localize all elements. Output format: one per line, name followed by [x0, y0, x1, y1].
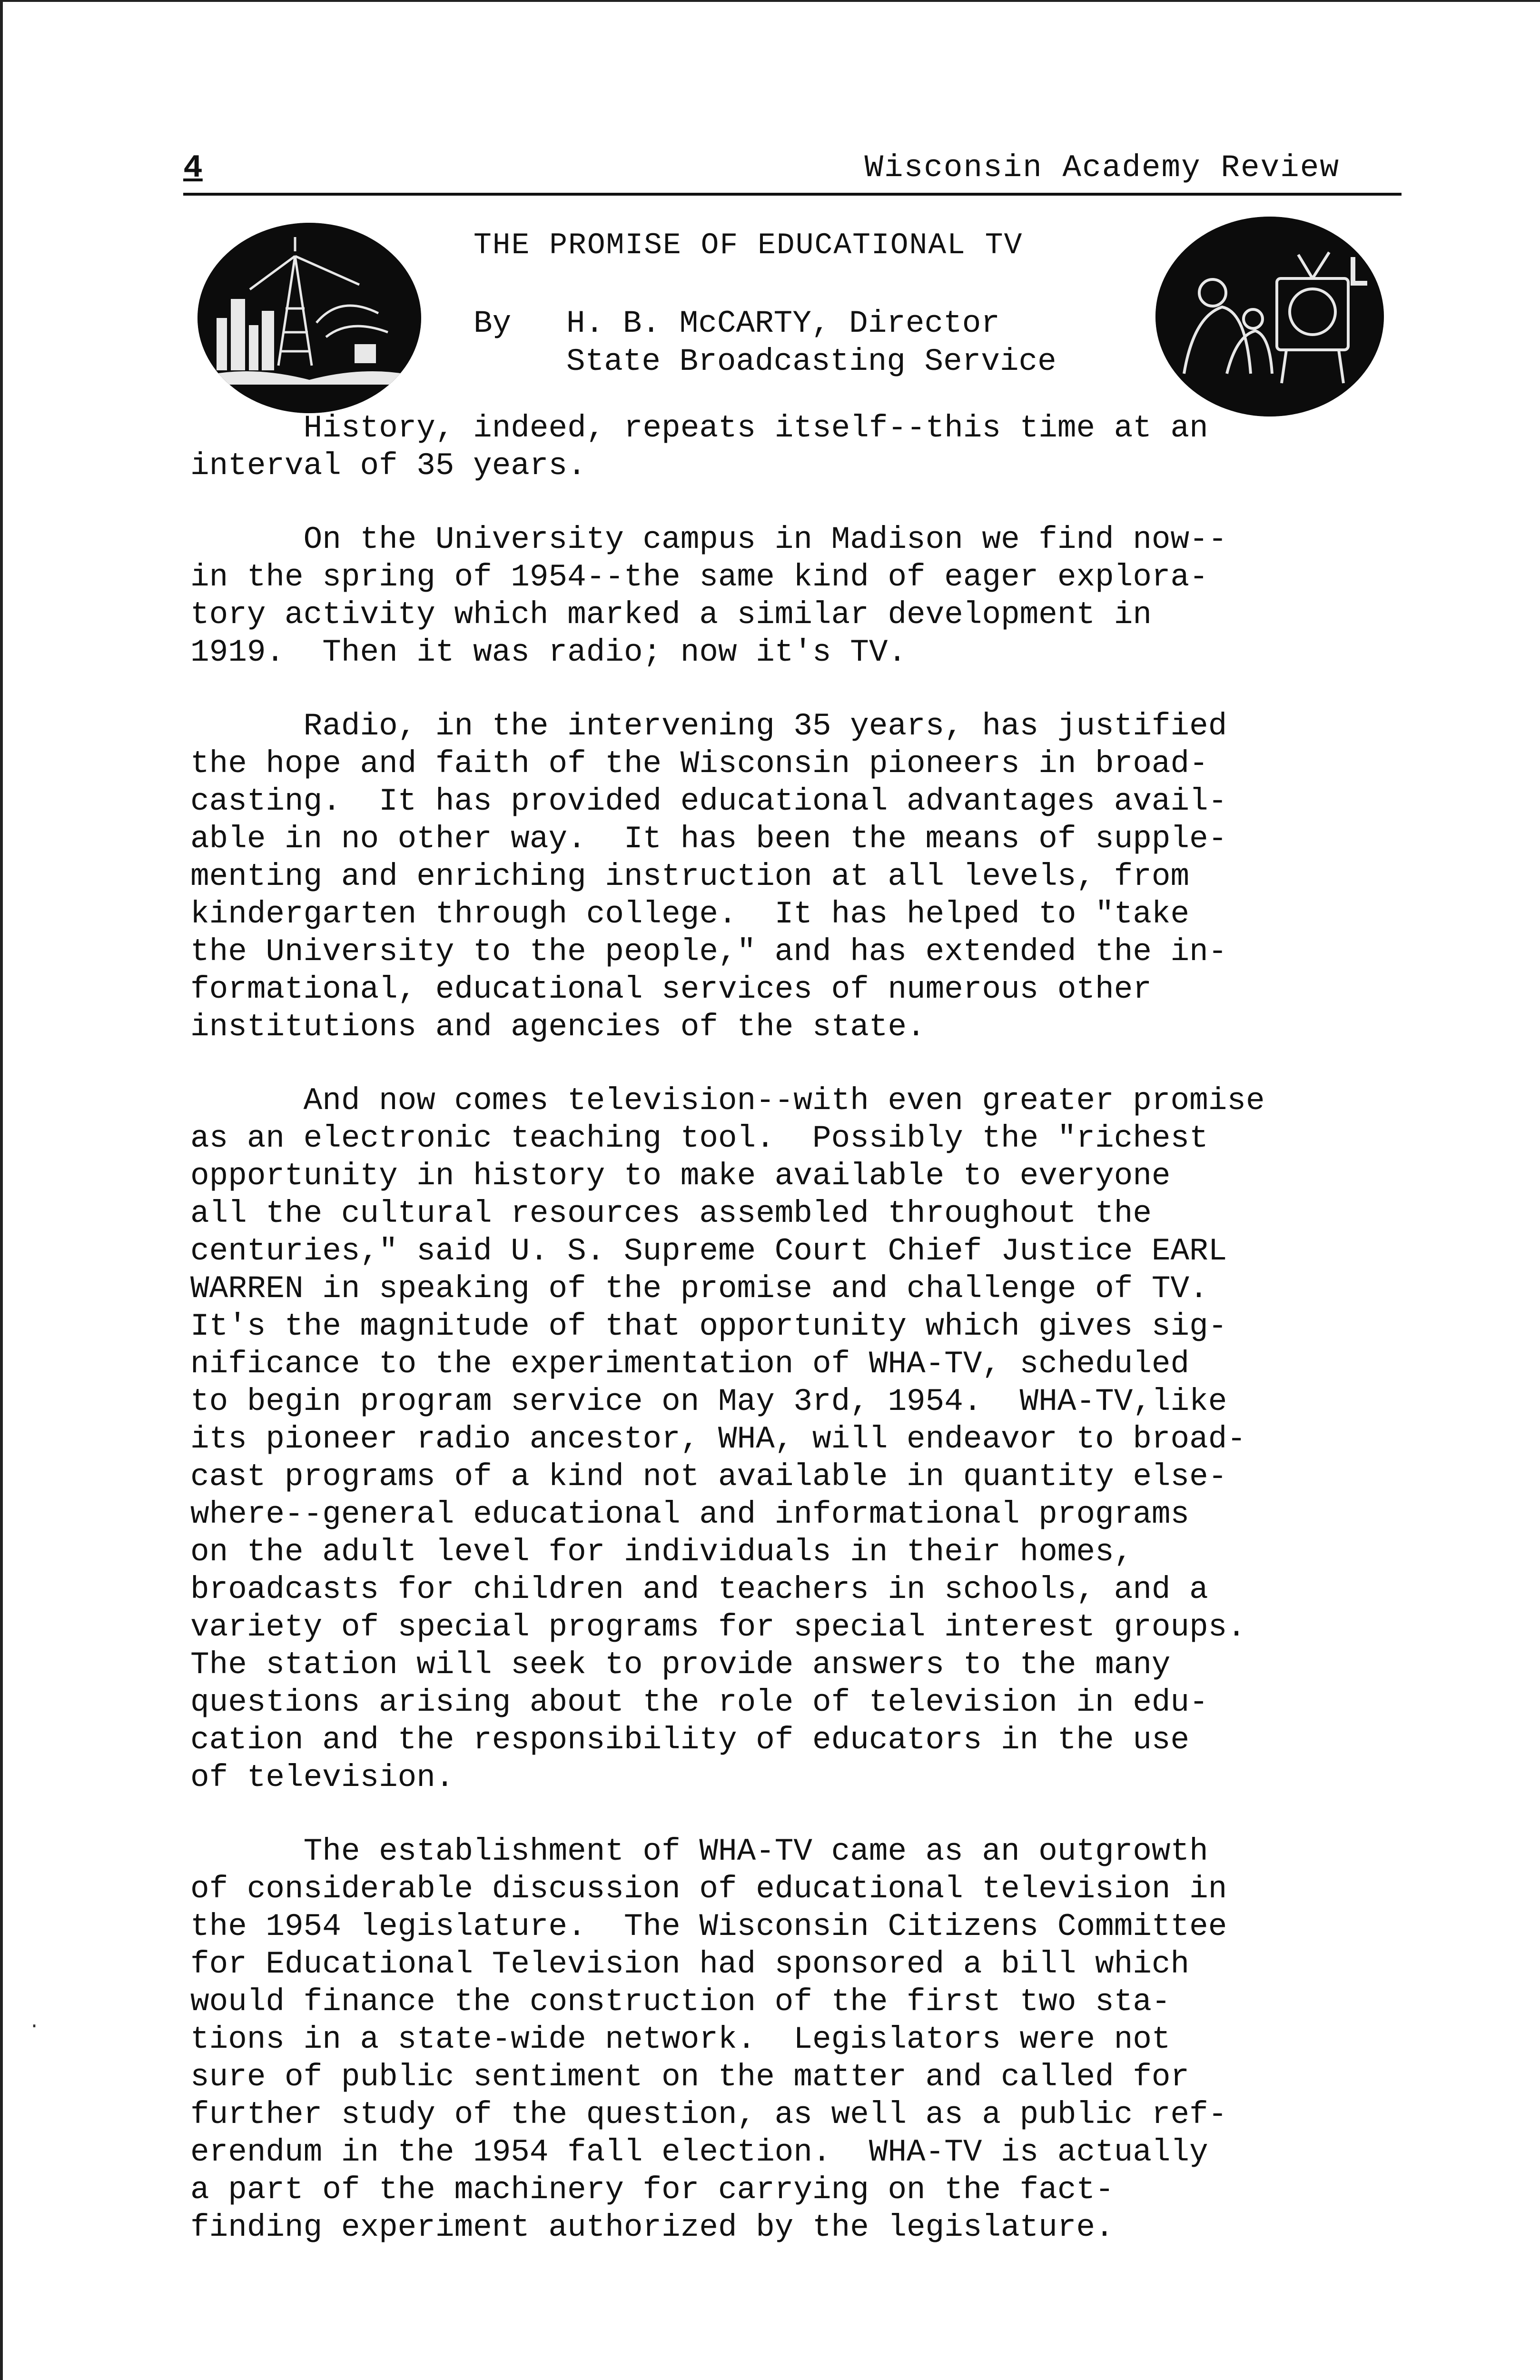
- tower-skyline-icon: [197, 223, 421, 413]
- page-number: 4: [183, 150, 203, 187]
- paragraph-television: And now comes television--with even greater promise as an electronic teaching tool. Possibly the "richest opportunity in history to make available to everyone all the cultural resources assembled throughout the centuries," said U. S. Supreme Court Chief Justice EARL WARREN in speaking of the promise and challenge of TV. It's the magnitude of that opportunity which gives sig- nificance to the experimentation of WHA-TV, scheduled to begin program service on May 3rd, 1954. WHA-TV,like its pioneer radio ancestor, WHA, will endeavor to broad- cast programs of a kind not available in quantity else- where--general educational and informational programs on the adult level for individuals in their homes, broadcasts for children and teachers in schools, and a variety of special programs for special interest groups. The station will seek to provide answers to the many questions arising about the role of television in edu- cation and the responsibility of educators in the use of television.: [190, 1083, 1265, 1795]
- paragraph-history: History, indeed, repeats itself--this time at an interval of 35 years.: [190, 410, 1208, 484]
- author-name: H. B. McCARTY, Director: [566, 306, 1000, 341]
- article-title: THE PROMISE OF EDUCATIONAL TV: [474, 228, 1023, 262]
- paragraph-university-campus: On the University campus in Madison we find now-- in the spring of 1954--the same kind of eager explora- tory activity which marked a similar development in 1919. Then it was radio; now it's TV.: [190, 522, 1227, 670]
- author-affiliation: State Broadcasting Service: [566, 344, 1056, 379]
- article-body: [190, 409, 1409, 2282]
- paragraph-establishment: The establishment of WHA-TV came as an outgrowth of considerable discussion of educational television in the 1954 legislature. The Wisconsin Citizens Committee for Educational Television had sponsored a bill which would finance the construction of the first two sta- tions in a state-wide network. Legislators were not sure of public sentiment on the matter and called for further study of the question, as well as a public ref- erendum in the 1954 fall election. WHA-TV is actually a part of the machinery for carrying on the fact- finding experiment authorized by the legislature.: [190, 1834, 1227, 2245]
- byline-by: By: [474, 306, 512, 341]
- paragraph-radio: Radio, in the intervening 35 years, has justified the hope and faith of the Wisconsin pioneers in broad- casting. It has provided educational advantages avail- able in no other way. It has been the means of supple- menting and enriching instruction at all levels, from kindergarten through college. It has helped to "take the University to the people," and has extended the in- formational, educational services of numerous other institutions and agencies of the state.: [190, 708, 1227, 1045]
- scan-speck: ·: [29, 2016, 40, 2037]
- article-title-block: [474, 228, 1056, 379]
- family-watching-tv-icon: [1155, 217, 1384, 416]
- publication-title: Wisconsin Academy Review: [864, 150, 1340, 186]
- page-header: [183, 150, 1402, 196]
